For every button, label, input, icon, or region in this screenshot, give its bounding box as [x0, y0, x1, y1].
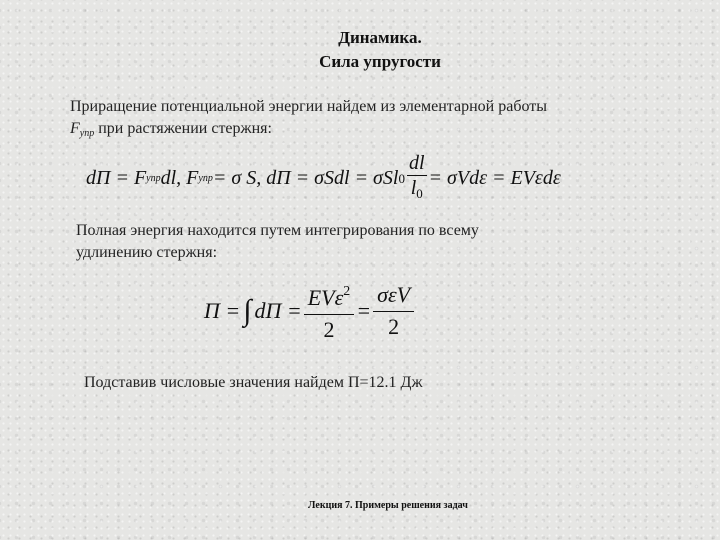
slide-title — [0, 26, 720, 74]
eq1-fraction-denominator — [409, 176, 425, 205]
eq2-lhs: П = — [204, 298, 241, 323]
title-line-1: Динамика. — [338, 28, 422, 47]
paragraph-integration-line-1: Полная энергия находится путем интегрирования по всему — [76, 222, 479, 239]
title-line-2: Сила упругости — [319, 52, 441, 71]
eq2-fraction-1-denominator: 2 — [323, 317, 335, 342]
eq2-fraction-1-numerator — [304, 278, 355, 315]
paragraph-integration — [76, 220, 556, 264]
paragraph-work-line-1: Приращение потенциальной энергии найдем из элементарной работы — [70, 98, 547, 115]
eq1-sub-zero: 0 — [398, 170, 405, 186]
eq1-part-d: = σVdε = EVεdε — [428, 167, 561, 189]
eq1-den-sub: 0 — [416, 186, 423, 201]
eq1-sub-a: упр — [146, 173, 161, 184]
force-subscript: упр — [79, 128, 95, 139]
eq1-sub-b: упр — [198, 173, 213, 184]
eq2-fraction-1 — [304, 278, 355, 344]
eq1-fraction — [407, 152, 427, 205]
eq2-fraction-2 — [373, 281, 414, 341]
slide-footer: Лекция 7. Примеры решения задач — [308, 500, 468, 511]
paragraph-result: Подставив числовые значения найдем П=12.1 Дж — [84, 374, 423, 391]
eq1-part-c: = σ S, dП = σSdl = σSl — [212, 167, 399, 189]
eq2-integrand: dП = — [254, 298, 302, 323]
paragraph-work-rest: при растяжении стержня: — [94, 120, 272, 137]
paragraph-integration-line-2: удлинению стержня: — [76, 244, 218, 261]
integral-sign: ∫ — [243, 294, 252, 327]
force-symbol: F — [70, 120, 80, 137]
eq1-part-b: dl, F — [160, 167, 199, 189]
equation-total-energy — [204, 278, 416, 344]
paragraph-work — [70, 96, 630, 145]
eq1-den-l: l — [410, 177, 417, 199]
eq2-frac1-num-text: EVε — [307, 285, 344, 310]
eq2-frac1-sup: 2 — [343, 284, 351, 299]
eq2-equals: = — [356, 298, 372, 323]
eq2-fraction-2-numerator: σεV — [373, 281, 414, 312]
eq1-part-a: dП = F — [86, 167, 147, 189]
eq1-fraction-numerator: dl — [408, 152, 425, 174]
paragraph-work-line-2 — [70, 118, 630, 145]
equation-elementary-energy — [86, 152, 561, 205]
eq2-fraction-2-denominator: 2 — [388, 314, 400, 339]
